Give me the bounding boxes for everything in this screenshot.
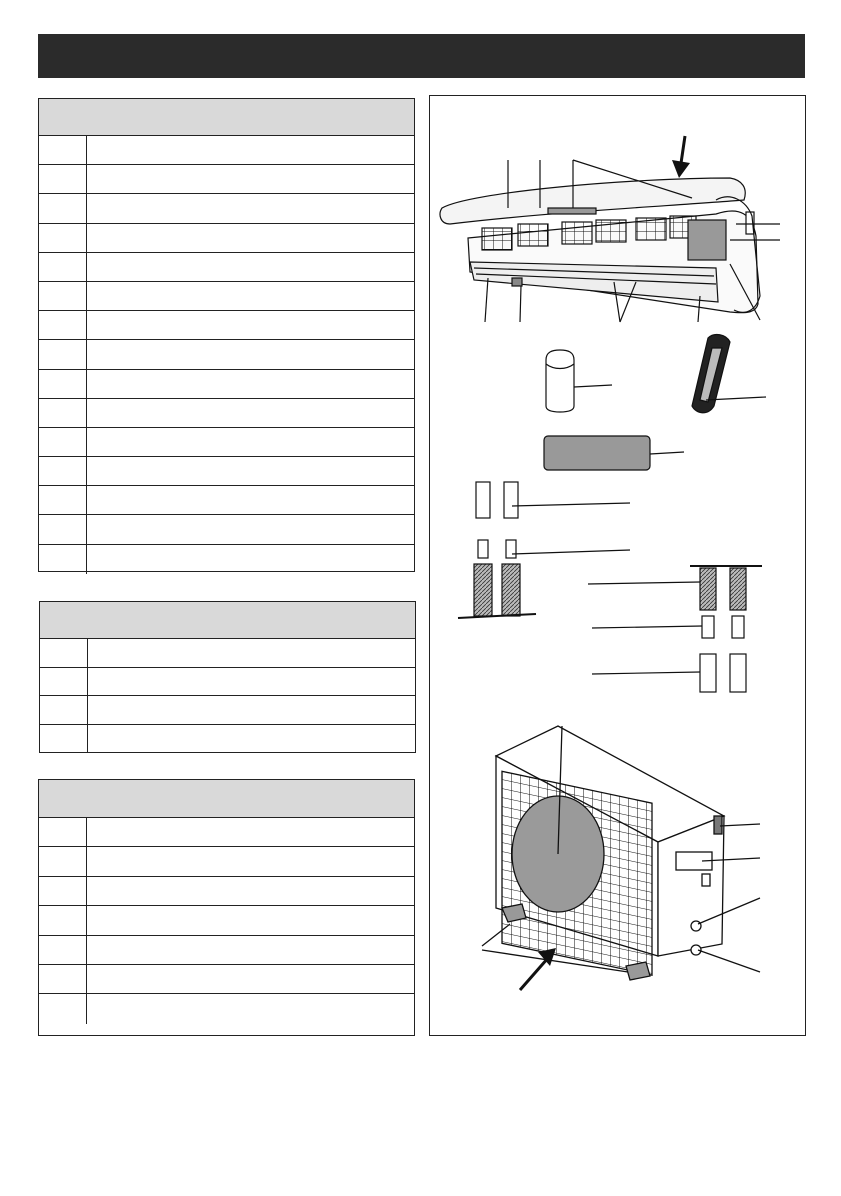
table-row xyxy=(39,965,414,994)
drain-direction-arrow xyxy=(520,948,556,990)
table-row xyxy=(39,282,414,311)
page-title-bar xyxy=(38,34,805,78)
table-row xyxy=(39,399,414,428)
table-row xyxy=(39,515,414,544)
table-row xyxy=(39,994,414,1023)
battery-or-manual-drawing xyxy=(544,436,684,470)
indoor-unit-drawing xyxy=(440,160,780,322)
table-heading xyxy=(39,99,414,136)
table-row xyxy=(39,340,414,369)
table-row xyxy=(39,486,414,515)
table-row xyxy=(39,428,414,457)
table-row xyxy=(39,136,414,165)
indoor-unit-parts-table xyxy=(38,98,415,572)
table-heading xyxy=(40,602,415,639)
outdoor-unit-drawing xyxy=(482,726,760,980)
table-row xyxy=(40,696,415,725)
table-row xyxy=(39,253,414,282)
table-row xyxy=(39,370,414,399)
connection-pipes-right xyxy=(588,566,762,692)
table-row xyxy=(39,936,414,965)
table-row xyxy=(39,545,414,574)
table-row xyxy=(39,194,414,223)
outdoor-unit-parts-table xyxy=(38,779,415,1036)
table-row xyxy=(39,224,414,253)
table-row xyxy=(39,818,414,847)
table-row xyxy=(40,639,415,668)
connection-pipes-left xyxy=(458,482,630,618)
table-row xyxy=(39,847,414,876)
table-row xyxy=(39,311,414,340)
table-row xyxy=(40,725,415,754)
remote-holder-drawing xyxy=(546,350,612,412)
table-row xyxy=(40,668,415,697)
accessories-table xyxy=(39,601,416,753)
table-row xyxy=(39,877,414,906)
parts-illustration-svg xyxy=(430,96,807,1037)
table-row xyxy=(39,906,414,935)
parts-illustration xyxy=(429,95,806,1036)
remote-control-drawing xyxy=(692,335,766,413)
table-row xyxy=(39,457,414,486)
table-heading xyxy=(39,780,414,818)
air-intake-arrow xyxy=(672,136,690,178)
table-row xyxy=(39,165,414,194)
